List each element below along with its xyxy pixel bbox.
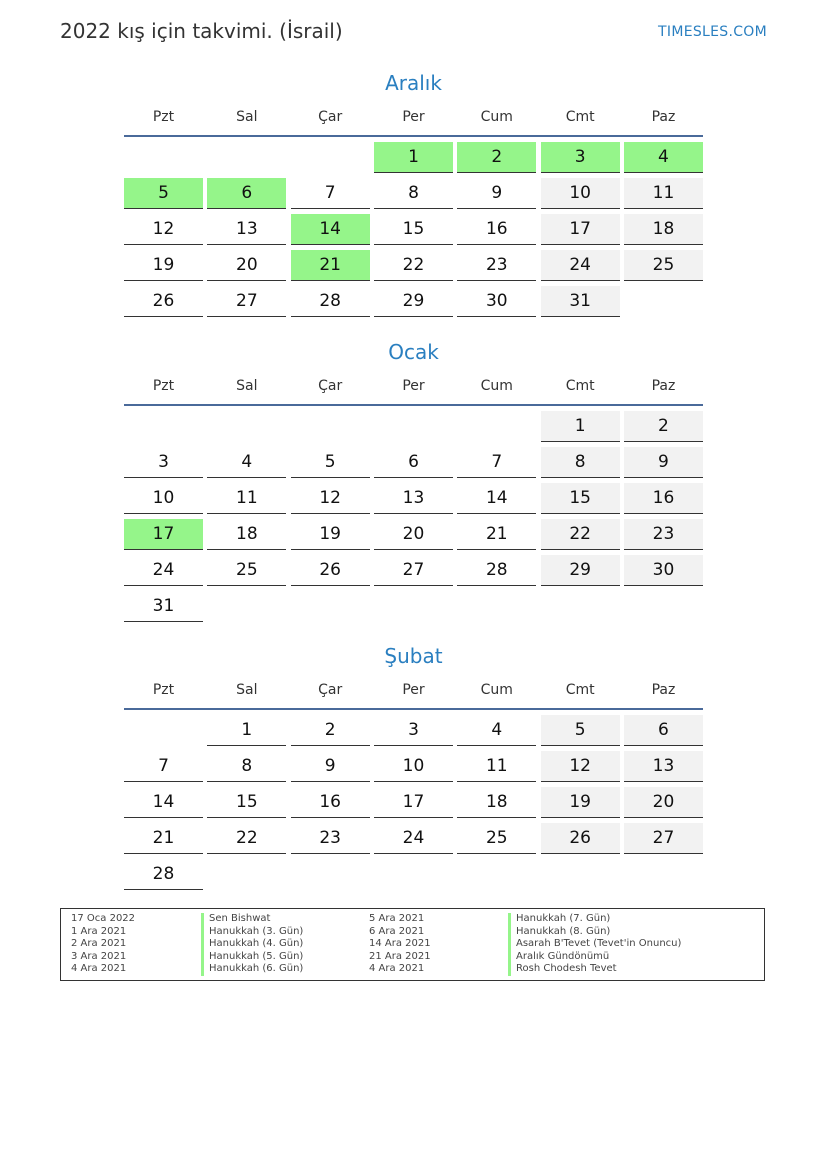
day-cell: 26 [541,823,620,854]
day-cell: 25 [207,555,286,586]
empty-day-cell [291,591,370,622]
day-cell: 24 [124,555,203,586]
weekday-label: Per [402,109,425,125]
day-cell: 26 [291,555,370,586]
day-cell: 14 [457,483,536,514]
day-cell: 23 [291,823,370,854]
legend-holiday-name: Aralık Gündönümü [508,951,681,964]
day-cell: 20 [624,787,703,818]
day-cell: 8 [541,447,620,478]
day-cell: 1 [541,411,620,442]
empty-day-cell [124,411,203,442]
day-cell: 20 [374,519,453,550]
week-row [124,286,703,322]
month-block-aralik [124,71,703,322]
day-cell: 12 [291,483,370,514]
weekday-label: Per [402,378,425,394]
legend-date: 6 Ara 2021 [369,925,425,937]
day-cell: 13 [374,483,453,514]
brand-link[interactable]: TIMESLES.COM [658,24,767,40]
day-cell: 21 [457,519,536,550]
legend-names-column-2 [508,913,681,976]
empty-day-cell [207,142,286,173]
week-row [124,214,703,250]
day-cell: 28 [457,555,536,586]
day-cell: 3 [124,447,203,478]
day-cell: 7 [291,178,370,209]
weekday-label: Cmt [565,682,595,698]
day-cell: 8 [207,751,286,782]
month-title: Aralık [385,71,442,95]
day-cell: 23 [457,250,536,281]
empty-day-cell [207,591,286,622]
day-cell: 24 [374,823,453,854]
empty-day-cell [374,859,453,890]
day-cell: 30 [624,555,703,586]
day-cell: 19 [291,519,370,550]
month-block-ocak [124,340,703,627]
month-title: Şubat [384,644,443,668]
legend-holiday-name: Asarah B'Tevet (Tevet'in Onuncu) [508,938,681,951]
day-cell: 5 [291,447,370,478]
day-cell: 6 [624,715,703,746]
legend-date: 17 Oca 2022 [71,913,136,924]
legend-dates-column-1 [71,913,135,976]
empty-day-cell [374,591,453,622]
empty-day-cell [541,591,620,622]
day-cell: 18 [207,519,286,550]
day-cell: 17 [124,519,203,550]
page-title: 2022 kış için takvimi. (İsrail) [60,19,343,43]
day-cell: 9 [457,178,536,209]
week-row [124,483,703,519]
day-cell: 22 [541,519,620,550]
day-cell: 8 [374,178,453,209]
day-cell: 16 [457,214,536,245]
day-cell: 3 [541,142,620,173]
weekday-label: Paz [651,109,676,125]
day-cell: 18 [457,787,536,818]
day-cell: 10 [541,178,620,209]
day-cell: 10 [124,483,203,514]
weekday-label: Cum [480,378,513,394]
week-row [124,178,703,214]
day-cell: 4 [457,715,536,746]
legend-holiday-name: Hanukkah (6. Gün) [201,963,303,976]
legend-names-column-1 [201,913,303,976]
week-row [124,447,703,483]
legend-holiday-name: Hanukkah (7. Gün) [508,913,681,926]
weekday-label: Cum [480,682,513,698]
weekday-label: Paz [651,378,676,394]
day-cell: 23 [624,519,703,550]
week-row [124,411,703,447]
day-cell: 25 [457,823,536,854]
empty-day-cell [624,591,703,622]
weekday-label: Çar [318,109,343,125]
weekday-label: Pzt [152,109,175,125]
day-cell: 5 [541,715,620,746]
empty-day-cell [124,142,203,173]
day-cell: 22 [374,250,453,281]
legend-date: 21 Ara 2021 [369,950,431,962]
legend-holiday-name: Hanukkah (8. Gün) [508,926,681,939]
legend-date: 3 Ara 2021 [71,950,127,962]
day-cell: 7 [457,447,536,478]
day-cell: 18 [624,214,703,245]
empty-day-cell [291,859,370,890]
day-cell: 27 [207,286,286,317]
day-cell: 19 [541,787,620,818]
weekday-label: Paz [651,682,676,698]
day-cell: 14 [291,214,370,245]
legend-holiday-name: Rosh Chodesh Tevet [508,963,681,976]
day-cell: 9 [624,447,703,478]
empty-day-cell [374,411,453,442]
day-cell: 19 [124,250,203,281]
day-cell: 15 [207,787,286,818]
legend-holiday-name: Sen Bishwat [201,913,303,926]
legend-date: 4 Ara 2021 [369,963,425,975]
legend-date: 4 Ara 2021 [71,963,127,975]
weekday-label: Pzt [152,378,175,394]
legend-date: 2 Ara 2021 [71,938,127,950]
day-cell: 11 [624,178,703,209]
day-cell: 11 [457,751,536,782]
day-cell: 24 [541,250,620,281]
day-cell: 31 [124,591,203,622]
week-row [124,555,703,591]
empty-day-cell [457,591,536,622]
weekday-header [124,107,703,137]
day-cell: 2 [624,411,703,442]
week-row [124,823,703,859]
weekday-header [124,376,703,406]
day-cell: 12 [124,214,203,245]
weekday-label: Sal [236,109,258,125]
day-cell: 20 [207,250,286,281]
week-row [124,715,703,751]
day-cell: 29 [374,286,453,317]
day-cell: 13 [624,751,703,782]
week-row [124,591,703,627]
empty-day-cell [457,859,536,890]
day-cell: 17 [374,787,453,818]
weekday-header [124,680,703,710]
day-cell: 3 [374,715,453,746]
day-cell: 27 [624,823,703,854]
weekday-label: Sal [236,682,258,698]
empty-day-cell [624,859,703,890]
day-cell: 16 [624,483,703,514]
week-row [124,142,703,178]
day-cell: 2 [291,715,370,746]
week-row [124,787,703,823]
empty-day-cell [207,859,286,890]
day-cell: 17 [541,214,620,245]
day-cell: 15 [374,214,453,245]
legend-holiday-name: Hanukkah (4. Gün) [201,938,303,951]
weekday-label: Cum [480,109,513,125]
legend-holiday-name: Hanukkah (5. Gün) [201,951,303,964]
legend-holiday-name: Hanukkah (3. Gün) [201,926,303,939]
day-cell: 14 [124,787,203,818]
day-cell: 11 [207,483,286,514]
day-cell: 2 [457,142,536,173]
legend-date: 1 Ara 2021 [71,925,127,937]
week-row [124,519,703,555]
day-cell: 30 [457,286,536,317]
day-cell: 22 [207,823,286,854]
day-cell: 4 [624,142,703,173]
day-cell: 5 [124,178,203,209]
day-grid [124,715,703,895]
empty-day-cell [124,715,203,746]
week-row [124,751,703,787]
day-grid [124,142,703,322]
day-cell: 29 [541,555,620,586]
day-cell: 10 [374,751,453,782]
empty-day-cell [624,286,703,317]
holiday-legend [60,908,765,981]
day-cell: 1 [374,142,453,173]
weekday-label: Çar [318,682,343,698]
day-cell: 25 [624,250,703,281]
day-cell: 12 [541,751,620,782]
day-cell: 27 [374,555,453,586]
empty-day-cell [457,411,536,442]
weekday-label: Çar [318,378,343,394]
empty-day-cell [291,411,370,442]
day-cell: 31 [541,286,620,317]
day-cell: 6 [374,447,453,478]
weekday-label: Cmt [565,109,595,125]
day-cell: 21 [124,823,203,854]
weekday-label: Cmt [565,378,595,394]
day-cell: 9 [291,751,370,782]
week-row [124,859,703,895]
empty-day-cell [207,411,286,442]
day-cell: 28 [291,286,370,317]
empty-day-cell [291,142,370,173]
weekday-label: Per [402,682,425,698]
day-cell: 15 [541,483,620,514]
legend-dates-column-2 [369,913,431,976]
day-cell: 6 [207,178,286,209]
day-cell: 16 [291,787,370,818]
day-cell: 13 [207,214,286,245]
empty-day-cell [541,859,620,890]
legend-date: 5 Ara 2021 [369,913,425,924]
day-cell: 7 [124,751,203,782]
month-title: Ocak [388,340,439,364]
legend-date: 14 Ara 2021 [369,938,431,950]
day-grid [124,411,703,627]
day-cell: 4 [207,447,286,478]
month-block-subat [124,644,703,895]
week-row [124,250,703,286]
day-cell: 21 [291,250,370,281]
day-cell: 28 [124,859,203,890]
weekday-label: Sal [236,378,258,394]
day-cell: 26 [124,286,203,317]
weekday-label: Pzt [152,682,175,698]
day-cell: 1 [207,715,286,746]
